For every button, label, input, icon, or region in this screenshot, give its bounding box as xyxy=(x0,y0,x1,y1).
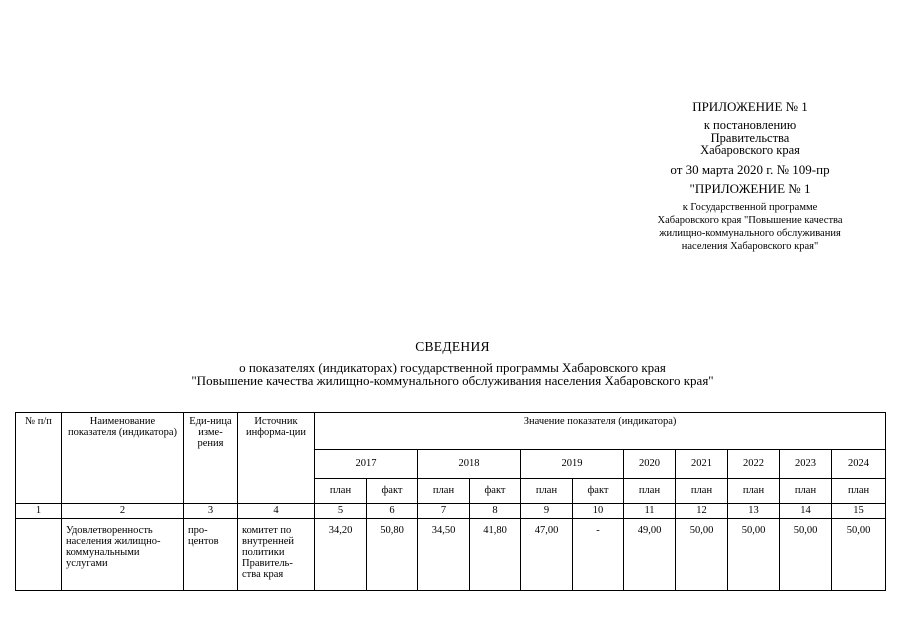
plan-header: план xyxy=(832,479,886,504)
column-number: 2 xyxy=(62,504,184,519)
indicators-table xyxy=(15,412,886,591)
column-number: 11 xyxy=(624,504,676,519)
heading-line1: о показателях (индикаторах) государственной программы Хабаровского края xyxy=(239,359,666,375)
appendix-line-region: Хабаровского края xyxy=(700,143,800,157)
header-value: Значение показателя (индикатора) xyxy=(315,413,886,450)
plan-header: план xyxy=(624,479,676,504)
plan-header: план xyxy=(728,479,780,504)
header-unit: Еди-ница изме-рения xyxy=(184,413,238,504)
year-header: 2017 xyxy=(315,450,418,479)
header-name: Наименование показателя (индикатора) xyxy=(62,413,184,504)
year-header: 2018 xyxy=(418,450,521,479)
row-value: 50,00 xyxy=(832,519,886,591)
column-number: 5 xyxy=(315,504,367,519)
appendix-line-original: "ПРИЛОЖЕНИЕ № 1 xyxy=(689,180,811,196)
appendix-line-date: от 30 марта 2020 г. № 109-пр xyxy=(670,161,830,177)
row-value: 41,80 xyxy=(470,519,521,591)
row-value: 34,50 xyxy=(418,519,470,591)
plan-header: план xyxy=(418,479,470,504)
column-number: 9 xyxy=(521,504,573,519)
appendix-block xyxy=(600,100,900,253)
appendix-note-line: жилищно-коммунального обслуживания xyxy=(659,227,841,239)
row-value: 47,00 xyxy=(521,519,573,591)
fact-header: факт xyxy=(367,479,418,504)
column-number: 13 xyxy=(728,504,780,519)
row-value: 50,00 xyxy=(676,519,728,591)
appendix-note-line: населения Хабаровского края" xyxy=(681,240,819,252)
appendix-title: ПРИЛОЖЕНИЕ № 1 xyxy=(692,99,808,114)
year-header: 2022 xyxy=(728,450,780,479)
row-indicator-name: Удовлетворенность населения жилищно-коммунальными услугами xyxy=(62,519,184,591)
year-header: 2020 xyxy=(624,450,676,479)
appendix-line-decree: к постановлению xyxy=(703,118,797,132)
year-header: 2024 xyxy=(832,450,886,479)
column-number: 8 xyxy=(470,504,521,519)
plan-header: план xyxy=(676,479,728,504)
plan-header: план xyxy=(521,479,573,504)
column-number: 7 xyxy=(418,504,470,519)
document-heading xyxy=(0,340,905,387)
header-num: № п/п xyxy=(16,413,62,504)
heading-title: СВЕДЕНИЯ xyxy=(415,339,490,354)
column-number: 6 xyxy=(367,504,418,519)
plan-header: план xyxy=(780,479,832,504)
column-number: 15 xyxy=(832,504,886,519)
column-number: 3 xyxy=(184,504,238,519)
year-header: 2019 xyxy=(521,450,624,479)
row-value: 50,80 xyxy=(367,519,418,591)
heading-line2: "Повышение качества жилищно-коммунального обслуживания населения Хабаровского края" xyxy=(191,372,714,388)
row-value: - xyxy=(573,519,624,591)
table-row xyxy=(16,519,886,591)
column-number: 10 xyxy=(573,504,624,519)
year-header: 2023 xyxy=(780,450,832,479)
column-number: 14 xyxy=(780,504,832,519)
appendix-note-line: к Государственной программе xyxy=(682,201,818,213)
row-value: 34,20 xyxy=(315,519,367,591)
plan-header: план xyxy=(315,479,367,504)
column-number: 12 xyxy=(676,504,728,519)
appendix-note-line: Хабаровского края "Повышение качества xyxy=(657,214,843,226)
table-header-row xyxy=(16,413,886,450)
appendix-program-note xyxy=(600,201,900,254)
fact-header: факт xyxy=(573,479,624,504)
row-unit: про-центов xyxy=(184,519,238,591)
appendix-line-government: Правительства xyxy=(710,130,790,145)
column-number: 4 xyxy=(238,504,315,519)
row-num xyxy=(16,519,62,591)
row-value: 50,00 xyxy=(728,519,780,591)
fact-header: факт xyxy=(470,479,521,504)
year-header: 2021 xyxy=(676,450,728,479)
column-number: 1 xyxy=(16,504,62,519)
row-value: 50,00 xyxy=(780,519,832,591)
column-number-row xyxy=(16,504,886,519)
row-source: комитет по внутренней политики Правитель-ства края xyxy=(238,519,315,591)
row-value: 49,00 xyxy=(624,519,676,591)
header-source: Источник информа-ции xyxy=(238,413,315,504)
